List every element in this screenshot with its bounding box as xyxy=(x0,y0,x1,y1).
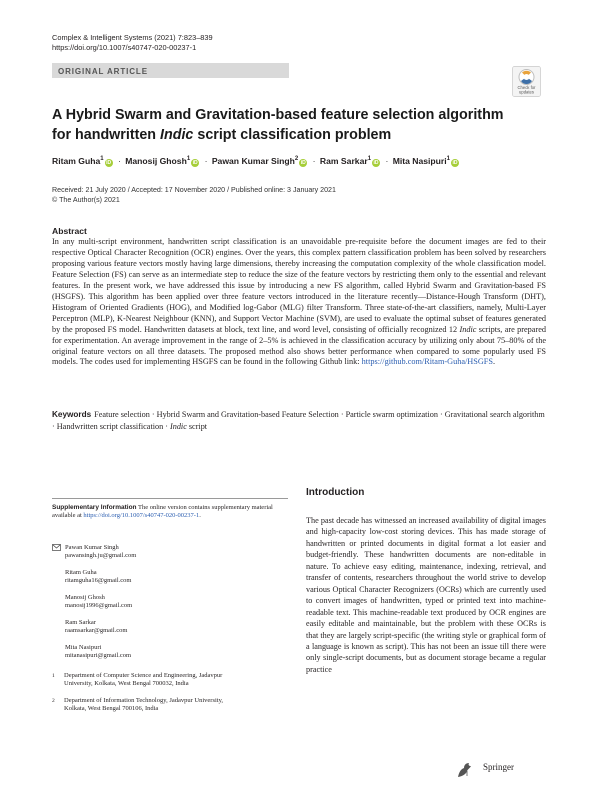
crossmark-icon xyxy=(512,66,541,97)
contact-name: Ram Sarkar xyxy=(65,619,96,626)
author-name[interactable]: Manosij Ghosh xyxy=(125,156,187,166)
contact-email[interactable]: pawansingh.ju@gmail.com xyxy=(65,552,137,560)
affiliation-number: 1 xyxy=(52,673,55,679)
author-affiliation: 1 xyxy=(186,156,191,163)
springer-horse-icon xyxy=(455,760,475,780)
contact-email[interactable]: ritamguha16@gmail.com xyxy=(65,577,132,585)
author-separator: · xyxy=(117,156,121,166)
contact-name: Ritam Guha xyxy=(65,569,97,576)
affiliation-entry: Department of Computer Science and Engineering, Jadavpur University, Kolkata, West Bengal 700032, India xyxy=(64,672,223,688)
keywords: Keywords Feature selection · Hybrid Swarm and Gravitation-based Feature Selection · Particle swarm optimization · Gravitational search algorithm · Handwritten script classification · Indic script xyxy=(52,410,545,431)
author-name[interactable]: Ram Sarkar xyxy=(319,156,368,166)
introduction-body: The past decade has witnessed an increased availability of digital images and high-capacity low-cost storing devices. This has made storage of handwritten or printed documents in digital format a lot easier and budget-friendly. These handwritten documents are non-editable in nature. To achieve easy editing, maintenance, indexing, retrieval, and transfer of contents, researchers throughout the world strive to develop various Optical Character Recognizers (OCRs) which are currently used to convert images of handwritten, typed or printed text into machine-readable text. This machine-readable text produced by OCR engines are easily editable and maintainable, but the problem with these OCRs is that they are largely script-specific (the writing style or graphical form of a language is known as script). This has not been an issue till there were only single-script documents, but as document storage became a regular practice xyxy=(306,516,546,674)
orcid-icon[interactable]: iD xyxy=(106,160,112,166)
keywords-text: Feature selection · Hybrid Swarm and Gravitation-based Feature Selection · Particle swarm optimization · Gravitational search algorithm · Handwritten script classification · xyxy=(52,410,545,431)
contact-name: Mita Nasipuri xyxy=(65,644,102,651)
contact-email[interactable]: manosij1996@gmail.com xyxy=(65,602,133,610)
article-title xyxy=(52,106,552,145)
check-for-updates-badge[interactable] xyxy=(512,66,541,97)
author-affiliation: 2 xyxy=(294,156,299,163)
github-link[interactable]: https://github.com/Ritam-Guha/HSGFS xyxy=(361,357,493,367)
publisher-name: Springer xyxy=(483,762,514,772)
keywords-heading: Keywords xyxy=(52,410,92,419)
abstract-body: In any multi-script environment, handwritten script classification is an unavoidable pre-requisite before the document images are fed to their respective Optical Character Recognition (OCR) engines. Over the years, this complex pattern classification problem has been solved by researchers proposing various feature vectors mostly having large dimensions, thereby increasing the computation complexity of the whole classification model. Feature Selection (FS) can serve as an intermediate step to reduce the size of the feature vectors by restricting them only to the essential and relevant features. In the present work, we have addressed this issue by introducing a new FS algorithm, called Hybrid Swarm and Gravitation-based FS (HSGFS). This algorithm has been applied over three feature vectors introduced in the literature recently—Distance-Hough Transform (DHT), Histogram of Oriented Gradients (HOG), and Modified log-Gabor (MLG) filter Transform. Three state-of-the-art classifiers, namely, Multi-Layer Perceptron (MLP), K-Nearest Neighbour (KNN), and Support Vector Machine (SVM), are used to evaluate the optimal subset of features generated by the proposed FS model. Handwritten datasets at block, text line, and word level, consisting of officially recognized 12 Indic scripts, are prepared for experimentation. An average improvement in the range of 2–5% is achieved in the classification accuracy by utilizing only about 75–80% of the original feature vectors on all three datasets. The proposed method also shows better performance when compared to some popularly used FS models. The codes used for implementing HSGFS can be found in the following Github link: https://github.com/Ritam-Guha/HSGFS. xyxy=(52,237,546,367)
author-affiliation: 1 xyxy=(446,156,451,163)
author-separator: · xyxy=(312,156,316,166)
contact-entry xyxy=(65,619,127,636)
author-list xyxy=(52,156,562,167)
crossmark-line1: Check for xyxy=(517,85,536,90)
author-separator: · xyxy=(204,156,208,166)
abstract-italic: Indic xyxy=(459,324,477,334)
keywords-italic: Indic xyxy=(170,421,187,431)
copyright: © The Author(s) 2021 xyxy=(52,195,120,204)
author-name[interactable]: Mita Nasipuri xyxy=(392,156,447,166)
footnote-divider xyxy=(52,498,288,499)
abstract-heading: Abstract xyxy=(52,226,87,236)
supplementary-info: Supplementary Information The online version contains supplementary material available at https://doi.org/10.1007/s40747-020-00237-1. xyxy=(52,504,273,520)
contact-entry xyxy=(65,644,131,661)
contact-name: Manosij Ghosh xyxy=(65,594,105,601)
contact-entry xyxy=(65,544,136,561)
article-type-label: ORIGINAL ARTICLE xyxy=(58,66,148,76)
journal-info xyxy=(52,33,213,53)
affiliation-entry: Department of Information Technology, Jadavpur University, Kolkata, West Bengal 700106, India xyxy=(64,697,224,713)
affiliation-number: 2 xyxy=(52,698,55,704)
supplementary-link[interactable]: https://doi.org/10.1007/s40747-020-00237-1 xyxy=(83,512,200,520)
author-affiliation: 1 xyxy=(367,156,372,163)
orcid-icon[interactable]: iD xyxy=(300,160,306,166)
title-italic: Indic xyxy=(160,126,194,143)
date-history: Received: 21 July 2020 / Accepted: 17 November 2020 / Published online: 3 January 2021 xyxy=(52,186,336,194)
contact-entry xyxy=(65,594,132,611)
orcid-icon[interactable]: iD xyxy=(192,160,198,166)
author-affiliation: 1 xyxy=(100,156,104,163)
contact-entry xyxy=(65,569,131,586)
contact-name: Pawan Kumar Singh xyxy=(65,544,119,551)
supplementary-label: Supplementary Information xyxy=(52,504,137,511)
orcid-icon[interactable]: iD xyxy=(373,160,379,166)
journal-citation: Complex & Intelligent Systems (2021) 7:823–839 xyxy=(52,33,213,42)
contact-email[interactable]: raamsarkar@gmail.com xyxy=(65,627,128,635)
title-line-2: for handwritten Indic script classification problem xyxy=(52,126,392,143)
crossmark-line2: updates xyxy=(519,89,534,95)
contact-email[interactable]: mitanasipuri@gmail.com xyxy=(65,652,132,660)
journal-doi[interactable]: https://doi.org/10.1007/s40747-020-00237-1 xyxy=(52,43,197,52)
orcid-icon[interactable]: iD xyxy=(452,160,458,166)
author-name[interactable]: Pawan Kumar Singh xyxy=(211,156,295,166)
publication-dates xyxy=(52,186,336,206)
author-separator: · xyxy=(385,156,389,166)
title-line-1: A Hybrid Swarm and Gravitation-based feature selection algorithm xyxy=(52,107,504,123)
envelope-icon xyxy=(52,544,61,551)
introduction-heading: Introduction xyxy=(306,487,365,498)
author-name[interactable]: Ritam Guha xyxy=(52,156,101,166)
